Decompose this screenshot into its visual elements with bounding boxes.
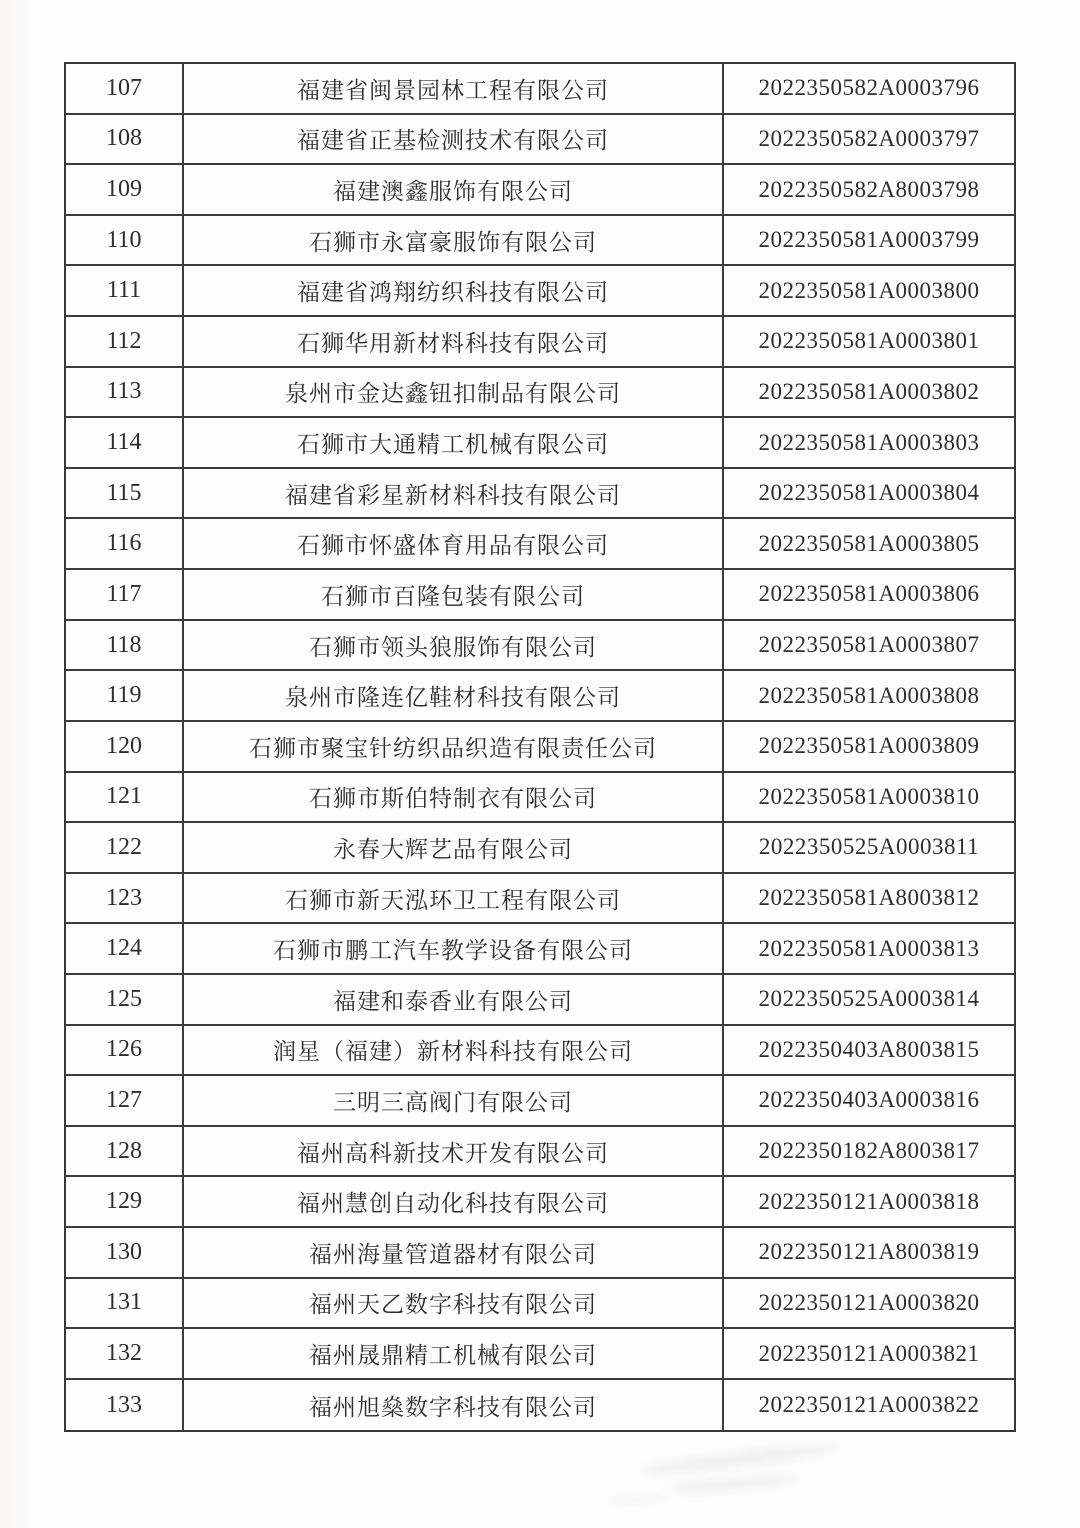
company-name: 永春大辉艺品有限公司 — [184, 823, 724, 872]
table-row — [66, 115, 1014, 166]
scan-smudge — [608, 1493, 668, 1506]
row-number: 122 — [66, 823, 184, 872]
registration-code: 2022350121A0003821 — [758, 1340, 980, 1366]
row-number: 115 — [66, 469, 184, 518]
company-name: 泉州市金达鑫钮扣制品有限公司 — [184, 368, 724, 417]
company-name: 石狮市百隆包装有限公司 — [184, 570, 724, 619]
registration-code: 2022350121A0003822 — [758, 1392, 980, 1418]
registration-code: 2022350121A0003820 — [758, 1289, 980, 1315]
registration-code: 2022350581A0003799 — [758, 227, 980, 253]
company-name: 石狮华用新材料科技有限公司 — [184, 317, 724, 366]
row-number: 117 — [66, 570, 184, 619]
company-table — [64, 62, 1016, 1432]
company-name: 石狮市怀盛体育用品有限公司 — [184, 519, 724, 568]
company-name: 石狮市鹏工汽车教学设备有限公司 — [184, 924, 724, 973]
registration-code: 2022350121A0003818 — [758, 1188, 980, 1214]
registration-code: 2022350581A0003808 — [758, 682, 980, 708]
row-number: 123 — [66, 874, 184, 923]
company-name: 福建省闽景园林工程有限公司 — [184, 64, 724, 113]
registration-code: 2022350581A0003806 — [758, 581, 980, 607]
registration-code: 2022350581A0003809 — [758, 733, 980, 759]
company-name: 石狮市永富豪服饰有限公司 — [184, 216, 724, 265]
row-number: 130 — [66, 1228, 184, 1277]
table-row — [66, 64, 1014, 115]
table-row — [66, 621, 1014, 672]
registration-code: 2022350582A8003798 — [758, 176, 980, 202]
table-row — [66, 165, 1014, 216]
company-name: 福州晟鼎精工机械有限公司 — [184, 1329, 724, 1378]
table-row — [66, 570, 1014, 621]
row-number: 109 — [66, 165, 184, 214]
table-row — [66, 874, 1014, 925]
registration-code: 2022350581A0003804 — [758, 480, 980, 506]
registration-code: 2022350581A0003800 — [758, 277, 980, 303]
company-name: 石狮市聚宝针纺织品织造有限责任公司 — [184, 722, 724, 771]
company-name: 福州海量管道器材有限公司 — [184, 1228, 724, 1277]
company-name: 福州慧创自动化科技有限公司 — [184, 1177, 724, 1226]
company-name: 福建省正基检测技术有限公司 — [184, 115, 724, 164]
row-number: 125 — [66, 975, 184, 1024]
table-row — [66, 317, 1014, 368]
table-row — [66, 975, 1014, 1026]
row-number: 119 — [66, 671, 184, 720]
company-name: 福建省鸿翔纺织科技有限公司 — [184, 266, 724, 315]
table-row — [66, 722, 1014, 773]
row-number: 111 — [66, 266, 184, 315]
registration-code: 2022350581A0003801 — [758, 328, 980, 354]
table-row — [66, 671, 1014, 722]
registration-code: 2022350525A0003811 — [758, 834, 980, 860]
company-name: 润星（福建）新材料科技有限公司 — [184, 1026, 724, 1075]
table-row — [66, 266, 1014, 317]
row-number: 131 — [66, 1279, 184, 1328]
table-row — [66, 1127, 1014, 1178]
row-number: 112 — [66, 317, 184, 366]
table-row — [66, 216, 1014, 267]
registration-code: 2022350581A0003807 — [758, 632, 980, 657]
registration-code: 2022350581A8003812 — [758, 885, 980, 911]
company-name: 福州天乙数字科技有限公司 — [184, 1279, 724, 1328]
row-number: 118 — [66, 621, 184, 670]
row-number: 127 — [66, 1076, 184, 1125]
scan-smudge — [670, 1472, 801, 1495]
company-name: 福建和泰香业有限公司 — [184, 975, 724, 1024]
row-number: 114 — [66, 418, 184, 467]
row-number: 133 — [66, 1380, 184, 1431]
row-number: 121 — [66, 773, 184, 822]
table-row — [66, 418, 1014, 469]
company-name: 石狮市大通精工机械有限公司 — [184, 418, 724, 467]
registration-code: 2022350581A0003813 — [758, 935, 980, 961]
table-row — [66, 1279, 1014, 1330]
row-number: 107 — [66, 64, 184, 113]
row-number: 132 — [66, 1329, 184, 1378]
company-name: 石狮市斯伯特制衣有限公司 — [184, 773, 724, 822]
company-name: 石狮市新天泓环卫工程有限公司 — [184, 874, 724, 923]
row-number: 113 — [66, 368, 184, 417]
table-row — [66, 1076, 1014, 1127]
table-row — [66, 469, 1014, 520]
table-row — [66, 368, 1014, 419]
row-number: 129 — [66, 1177, 184, 1226]
table-row — [66, 773, 1014, 824]
registration-code: 2022350403A0003816 — [758, 1087, 980, 1113]
registration-code: 2022350121A8003819 — [758, 1239, 980, 1265]
table-row — [66, 1380, 1014, 1431]
row-number: 120 — [66, 722, 184, 771]
company-name: 泉州市隆连亿鞋材科技有限公司 — [184, 671, 724, 720]
table-row — [66, 1228, 1014, 1279]
registration-code: 2022350581A0003805 — [758, 530, 980, 556]
registration-code: 2022350581A0003810 — [758, 783, 980, 809]
table-row — [66, 1329, 1014, 1380]
registration-code: 2022350582A0003797 — [758, 125, 980, 151]
table-row — [66, 823, 1014, 874]
row-number: 128 — [66, 1127, 184, 1176]
registration-code: 2022350582A0003796 — [758, 75, 980, 101]
table-row — [66, 924, 1014, 975]
registration-code: 2022350182A8003817 — [758, 1138, 980, 1164]
row-number: 116 — [66, 519, 184, 568]
registration-code: 2022350581A0003803 — [758, 429, 980, 455]
row-number: 124 — [66, 924, 184, 973]
row-number: 110 — [66, 216, 184, 265]
scan-smudge — [640, 1440, 840, 1478]
registration-code: 2022350581A0003802 — [758, 378, 980, 404]
company-name: 三明三高阀门有限公司 — [184, 1076, 724, 1125]
table-row — [66, 1177, 1014, 1228]
company-name: 福建澳鑫服饰有限公司 — [184, 165, 724, 214]
company-name: 石狮市领头狼服饰有限公司 — [184, 621, 724, 670]
registration-code: 2022350403A8003815 — [758, 1036, 980, 1062]
row-number: 108 — [66, 115, 184, 164]
table-row — [66, 1026, 1014, 1077]
row-number: 126 — [66, 1026, 184, 1075]
registration-code: 2022350525A0003814 — [758, 986, 980, 1012]
company-name: 福建省彩星新材料科技有限公司 — [184, 469, 724, 518]
company-name: 福州旭燊数字科技有限公司 — [184, 1380, 724, 1431]
table-row — [66, 519, 1014, 570]
company-name: 福州高科新技术开发有限公司 — [184, 1127, 724, 1176]
